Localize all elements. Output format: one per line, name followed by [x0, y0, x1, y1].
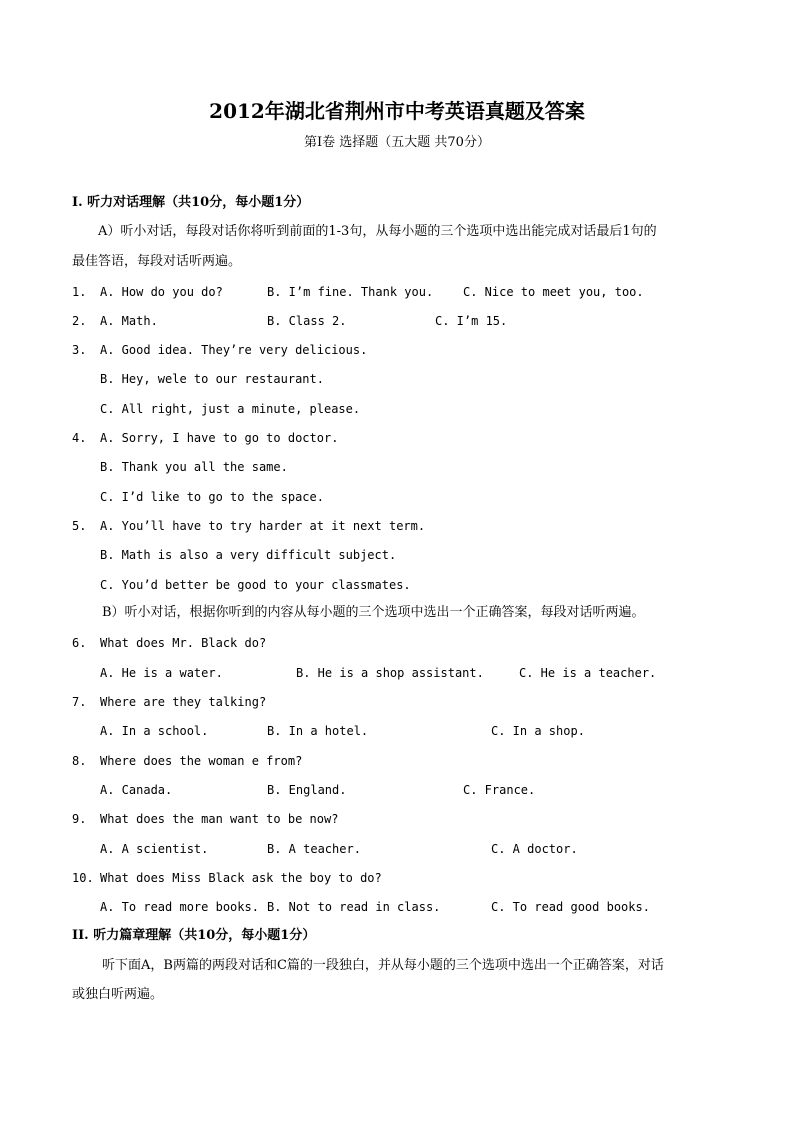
option-a: A. You’ll have to try harder at it next term. [100, 519, 426, 533]
section-2-heading: II. 听力篇章理解（共10分，每小题1分） [72, 928, 316, 943]
section-2-instruction-cont: 或独白听两遍。 [72, 987, 164, 1002]
option-b: B. Not to read in class. [267, 900, 441, 914]
option-a: A. Sorry, I have to go to doctor. [100, 431, 339, 445]
question-number: 6. [72, 636, 87, 650]
option-b: B. Math is also a very difficult subject. [100, 548, 397, 562]
question-number: 4. [72, 431, 87, 445]
option-a: A. A scientist. [100, 842, 209, 856]
option-c: C. All right, just a minute, please. [100, 402, 361, 416]
question-number: 10. [72, 871, 94, 885]
page-subtitle: 第Ⅰ卷 选择题（五大题 共70分） [304, 135, 490, 150]
option-a: A. To read more books. [100, 900, 259, 914]
question-text: What does Mr. Black do? [100, 636, 267, 650]
option-c: C. He is a teacher. [519, 666, 657, 680]
option-b: B. Thank you all the same. [100, 460, 288, 474]
option-c: C. In a shop. [491, 724, 585, 738]
option-a: A. In a school. [100, 724, 209, 738]
option-b: B. England. [267, 783, 347, 797]
question-text: Where are they talking? [100, 695, 267, 709]
option-a: A. How do you do? [100, 285, 223, 299]
option-c: C. You’d better be good to your classmates. [100, 578, 411, 592]
option-b: B. Class 2. [267, 314, 347, 328]
option-a: A. Good idea. They’re very delicious. [100, 343, 368, 357]
part-b-instruction: B）听小对话，根据你听到的内容从每小题的三个选项中选出一个正确答案，每段对话听两遍。 [102, 605, 645, 620]
part-a-instruction: A）听小对话，每段对话你将听到前面的1-3句，从每小题的三个选项中选出能完成对话最后1句的 [98, 224, 657, 239]
question-number: 9. [72, 812, 87, 826]
option-b: B. In a hotel. [267, 724, 369, 738]
section-2-instruction: 听下面A，B两篇的两段对话和C篇的一段独白，并从每小题的三个选项中选出一个正确答案，对话 [102, 958, 664, 973]
option-a: A. Math. [100, 314, 158, 328]
part-a-instruction-cont: 最佳答语，每段对话听两遍。 [72, 254, 242, 269]
question-text: What does the man want to be now? [100, 812, 339, 826]
page-title: 2012年湖北省荆州市中考英语真题及答案 [209, 99, 585, 123]
option-c: C. I’m 15. [435, 314, 508, 328]
option-a: A. Canada. [100, 783, 173, 797]
question-number: 7. [72, 695, 87, 709]
option-c: C. I’d like to go to the space. [100, 490, 324, 504]
option-b: B. I’m fine. Thank you. [267, 285, 434, 299]
option-b: B. Hey, wele to our restaurant. [100, 372, 324, 386]
option-b: B. He is a shop assistant. [296, 666, 484, 680]
question-text: Where does the woman e from? [100, 754, 303, 768]
question-number: 3. [72, 343, 87, 357]
option-c: C. A doctor. [491, 842, 578, 856]
option-b: B. A teacher. [267, 842, 361, 856]
option-c: C. To read good books. [491, 900, 650, 914]
question-number: 5. [72, 519, 87, 533]
option-c: C. Nice to meet you, too. [463, 285, 644, 299]
option-c: C. France. [463, 783, 536, 797]
question-number: 2. [72, 314, 87, 328]
question-number: 1. [72, 285, 87, 299]
question-text: What does Miss Black ask the boy to do? [100, 871, 382, 885]
option-a: A. He is a water. [100, 666, 223, 680]
question-number: 8. [72, 754, 87, 768]
section-1-heading: I. 听力对话理解（共10分，每小题1分） [72, 195, 310, 210]
